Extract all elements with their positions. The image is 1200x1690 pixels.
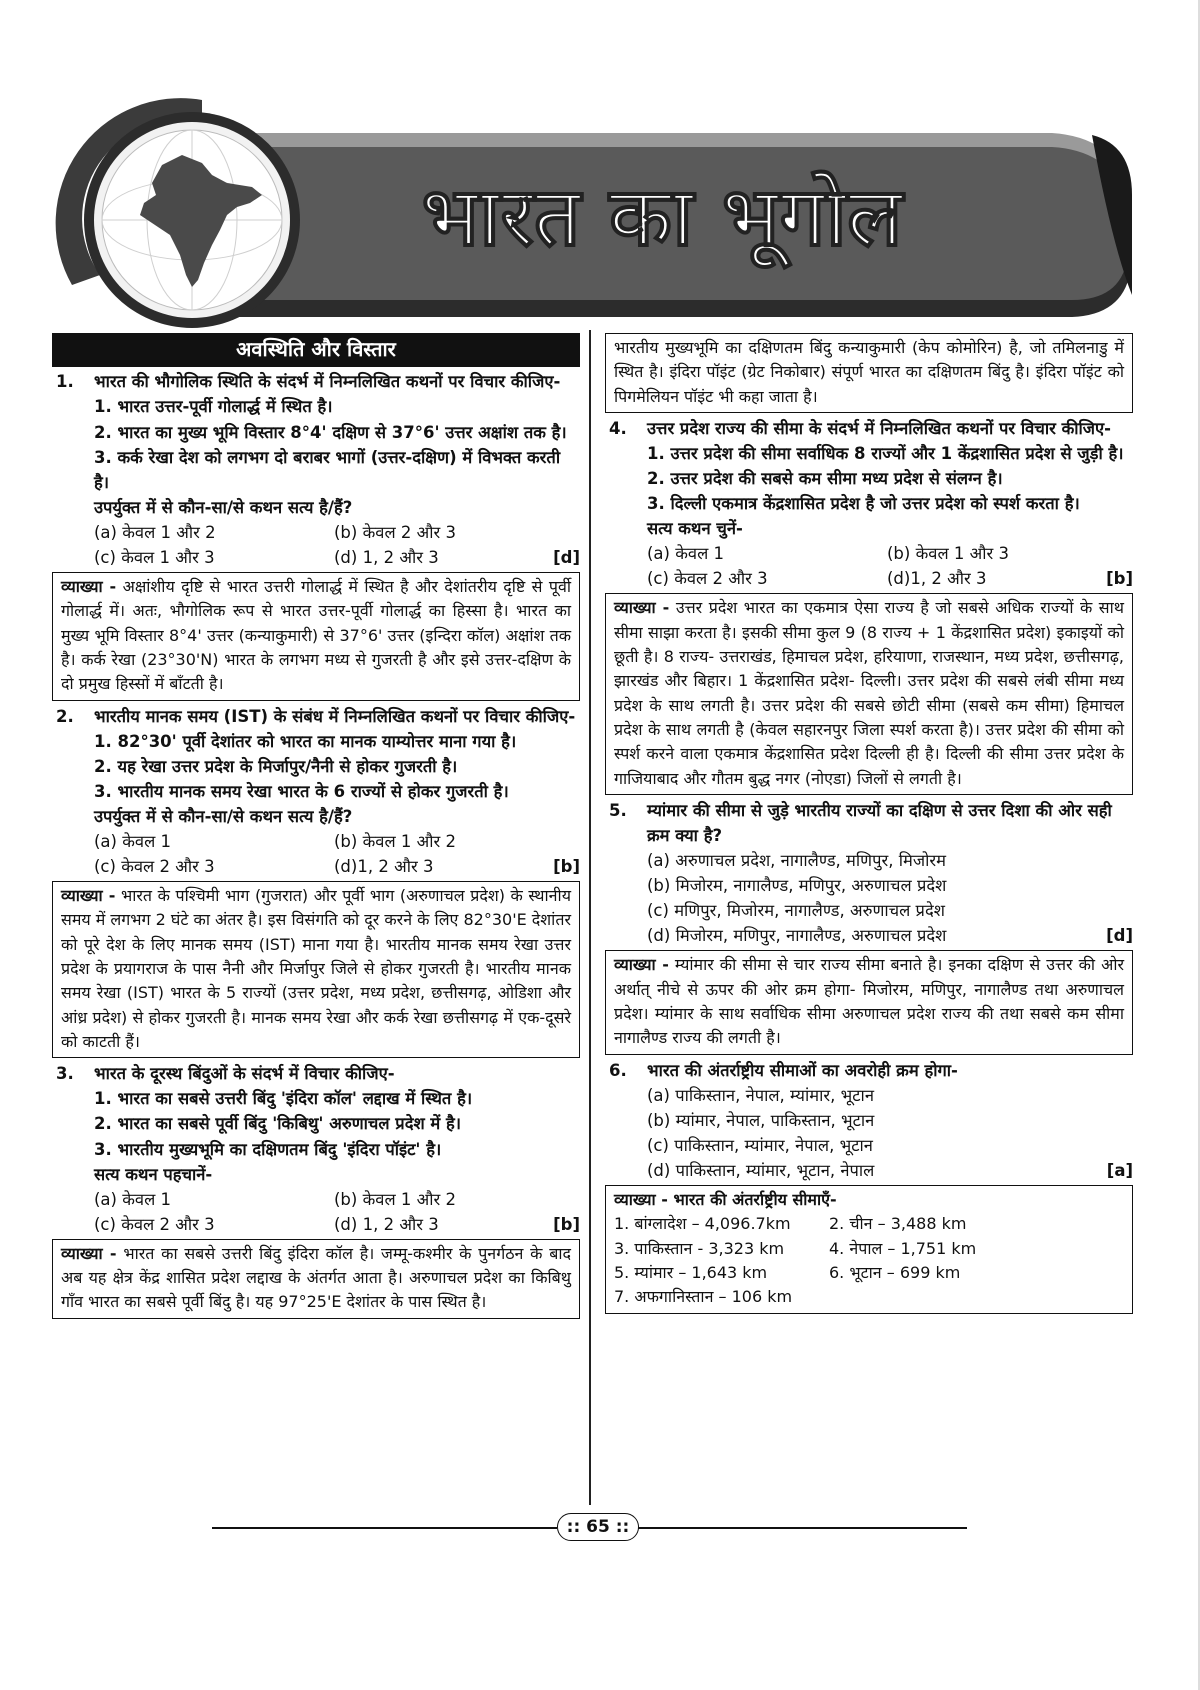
statement-list xyxy=(647,441,1133,516)
statement-list xyxy=(94,394,580,494)
option: (d)1, 2 और 3 xyxy=(887,569,987,589)
chapter-banner xyxy=(52,95,1132,335)
border-item: 1. बांग्लादेश – 4,096.7km xyxy=(614,1214,791,1234)
option: (b) केवल 1 और 2 xyxy=(334,1189,456,1209)
statement: 3. भारतीय मानक समय रेखा भारत के 6 राज्यों से होकर गुजरती है। xyxy=(94,781,509,801)
statement: 2. भारत का मुख्य भूमि विस्तार 8°4' दक्षिण से 37°6' उत्तर अक्षांश तक है। xyxy=(94,422,567,442)
option-grid xyxy=(94,829,580,879)
footer-rule-right xyxy=(637,1527,967,1529)
question-number: 3. xyxy=(56,1064,74,1084)
statement: 1. भारत का सबसे उत्तरी बिंदु 'इंदिरा कॉल' लद्दाख में स्थित है। xyxy=(94,1089,473,1109)
border-item: 7. अफगानिस्तान – 106 km xyxy=(614,1287,793,1307)
option: (c) केवल 2 और 3 xyxy=(647,569,768,589)
statement: 1. उत्तर प्रदेश की सीमा सर्वाधिक 8 राज्यों और 1 केंद्रशासित प्रदेश से जुड़ी है। xyxy=(647,444,1124,464)
right-column xyxy=(605,333,1133,1317)
statement: 3. दिल्ली एकमात्र केंद्रशासित प्रदेश है जो उत्तर प्रदेश को स्पर्श करता है। xyxy=(647,494,1080,514)
statement-list xyxy=(94,1086,580,1161)
statement: 3. भारतीय मुख्यभूमि का दक्षिणतम बिंदु 'इंदिरा पॉइंट' है। xyxy=(94,1139,442,1159)
explanation-box xyxy=(52,881,580,1058)
explanation-label: व्याख्या - xyxy=(61,886,116,906)
page-number: :: 65 :: xyxy=(557,1513,639,1541)
explanation-box xyxy=(52,572,580,701)
statement: 1. 82°30' पूर्वी देशांतर को भारत का मानक याम्योत्तर माना गया है। xyxy=(94,731,517,751)
option: (c) केवल 1 और 3 xyxy=(94,547,215,567)
question-instruction: उपर्युक्त में से कौन-सा/से कथन सत्य है/हैं? xyxy=(94,497,353,517)
option: (b) केवल 2 और 3 xyxy=(334,522,456,542)
border-item: 2. चीन – 3,488 km xyxy=(829,1214,967,1234)
option: (a) केवल 1 xyxy=(94,831,172,851)
statement: 2. उत्तर प्रदेश की सबसे कम सीमा मध्य प्रदेश से संलग्न है। xyxy=(647,469,1003,489)
border-item: 6. भूटान – 699 km xyxy=(829,1263,961,1283)
option: (a) केवल 1 और 2 xyxy=(94,522,216,542)
border-length-list xyxy=(614,1212,1124,1309)
column-divider xyxy=(589,330,591,1505)
section-heading: अवस्थिति और विस्तार xyxy=(52,333,580,367)
question-instruction: उपर्युक्त में से कौन-सा/से कथन सत्य है/हैं? xyxy=(94,806,353,826)
explanation-label: व्याख्या - xyxy=(614,955,669,975)
question-1 xyxy=(52,369,580,570)
question-instruction: सत्य कथन पहचानें- xyxy=(94,1164,213,1184)
explanation-text: भारत के पश्चिमी भाग (गुजरात) और पूर्वी भाग (अरुणाचल प्रदेश) के स्थानीय समय में लगभग 2 घंटे का अंतर है। इस विसंगति को दूर करने के लिए 82°30'E देशांतर को पूरे देश के लिए मानक समय (IST) माना गया है। भारतीय मानक समय रेखा उत्तर प्रदेश के प्रयागराज के पास नैनी और मिर्जापुर जिले से होकर गुजरती है। भारतीय मानक समय रेखा (IST) भारत के 5 राज्यों (उत्तर प्रदेश, मध्य प्रदेश, छत्तीसगढ़, ओडिशा और आंध्र प्रदेश) से होकर गुजरती है। मानक समय रेखा और कर्क रेखा छत्तीसगढ़ में एक-दूसरे को काटती हैं। xyxy=(61,886,571,1051)
answer-key: [b] xyxy=(1106,569,1133,589)
question-4 xyxy=(605,416,1133,592)
answer-key: [b] xyxy=(553,1214,580,1234)
option: (b) केवल 1 और 2 xyxy=(334,831,456,851)
explanation-text: भारतीय मुख्यभूमि का दक्षिणतम बिंदु कन्याकुमारी (केप कोमोरिन) है, जो तमिलनाडु में स्थित है। इंदिरा पॉइंट (ग्रेट निकोबार) संपूर्ण भारत का दक्षिणतम बिंदु है। इंदिरा पॉइंट को पिगमेलियन पॉइंट भी कहा जाता है। xyxy=(614,338,1124,406)
answer-key: [a] xyxy=(1106,1161,1133,1181)
option-row xyxy=(647,923,1133,948)
question-number: 4. xyxy=(609,418,627,438)
question-6 xyxy=(605,1058,1133,1183)
explanation-label: व्याख्या - xyxy=(61,1243,117,1263)
answer-key: [d] xyxy=(1106,926,1133,946)
question-3 xyxy=(52,1061,580,1237)
explanation-text: उत्तर प्रदेश भारत का एकमात्र ऐसा राज्य है जो सबसे अधिक राज्यों के साथ सीमा साझा करता है। इसकी सीमा कुल 9 (8 राज्य + 1 केंद्रशासित प्रदेश) इकाइयों को छूती है। 8 राज्य- उत्तराखंड, हिमाचल प्रदेश, हरियाणा, राजस्थान, मध्य प्रदेश, छत्तीसगढ़, झारखंड और बिहार। 1 केंद्रशासित प्रदेश- दिल्ली। उत्तर प्रदेश की सबसे लंबी सीमा मध्य प्रदेश के साथ लगती है। उत्तर प्रदेश की सबसे छोटी सीमा (सबसे कम सीमा) हिमाचल प्रदेश के साथ लगती है (केवल सहारनपुर जिला स्पर्श करता है)। उत्तर प्रदेश की सीमा को स्पर्श करने वाला एकमात्र केंद्रशासित प्रदेश दिल्ली ही है। दिल्ली की सीमा उत्तर प्रदेश के गाजियाबाद और गौतम बुद्ध नगर (नोएडा) जिलों से लगती है। xyxy=(614,598,1124,788)
explanation-text: अक्षांशीय दृष्टि से भारत उत्तरी गोलार्द्ध में स्थित है और देशांतरीय दृष्टि से पूर्वी गोलार्द्ध में। अतः, भौगोलिक रूप से भारत उत्तर-पूर्वी गोलार्द्ध का हिस्सा है। भारत का मुख्य भूमि विस्तार 8°4' उत्तर (कन्याकुमारी) से 37°6' उत्तर (इन्दिरा कॉल) अक्षांश तक है। कर्क रेखा (23°30'N) भारत के लगभग मध्य से गुजरती है और इसे उत्तर-दक्षिण के दो प्रमुख हिस्सों में बाँटती है। xyxy=(61,577,571,694)
explanation-label: व्याख्या - भारत की अंतर्राष्ट्रीय सीमाएँ- xyxy=(614,1190,837,1210)
explanation-box-continued xyxy=(605,333,1133,413)
left-column xyxy=(52,333,580,1322)
option-grid xyxy=(94,1187,580,1237)
border-item: 4. नेपाल – 1,751 km xyxy=(829,1238,977,1258)
option: (d) 1, 2 और 3 xyxy=(334,547,439,567)
option: (d) मिजोरम, मणिपुर, नागालैण्ड, अरुणाचल प्रदेश xyxy=(647,926,947,946)
option: (a) पाकिस्तान, नेपाल, म्यांमार, भूटान xyxy=(647,1085,874,1105)
option: (a) अरुणाचल प्रदेश, नागालैण्ड, मणिपुर, मिजोरम xyxy=(647,851,946,871)
option: (c) पाकिस्तान, म्यांमार, नेपाल, भूटान xyxy=(647,1135,873,1155)
question-text: भारतीय मानक समय (IST) के संबंध में निम्नलिखित कथनों पर विचार कीजिए- xyxy=(94,706,576,726)
statement: 3. कर्क रेखा देश को लगभग दो बराबर भागों (उत्तर-दक्षिण) में विभक्त करती है। xyxy=(94,447,561,492)
explanation-box xyxy=(605,950,1133,1054)
explanation-label: व्याख्या - xyxy=(61,577,117,597)
question-text: भारत की अंतर्राष्ट्रीय सीमाओं का अवरोही क्रम होगा- xyxy=(647,1060,958,1080)
question-5 xyxy=(605,798,1133,948)
option: (b) म्यांमार, नेपाल, पाकिस्तान, भूटान xyxy=(647,1110,875,1130)
statement: 1. भारत उत्तर-पूर्वी गोलार्द्ध में स्थित है। xyxy=(94,397,333,417)
option-grid xyxy=(647,541,1133,591)
option: (c) केवल 2 और 3 xyxy=(94,857,215,877)
question-number: 5. xyxy=(609,800,627,820)
question-2 xyxy=(52,704,580,880)
question-number: 2. xyxy=(56,706,74,726)
border-item: 3. पाकिस्तान - 3,323 km xyxy=(614,1238,785,1258)
answer-key: [b] xyxy=(553,857,580,877)
explanation-box xyxy=(605,1185,1133,1314)
option: (d)1, 2 और 3 xyxy=(334,857,434,877)
option: (b) केवल 1 और 3 xyxy=(887,544,1009,564)
statement: 2. यह रेखा उत्तर प्रदेश के मिर्जापुर/नैनी से होकर गुजरती है। xyxy=(94,756,458,776)
footer-rule-left xyxy=(212,1527,557,1529)
explanation-text: भारत का सबसे उत्तरी बिंदु इंदिरा कॉल है। जम्मू-कश्मीर के पुनर्गठन के बाद अब यह क्षेत्र केंद्र शासित प्रदेश लद्दाख के अंतर्गत आता है। अरुणाचल प्रदेश का किबिथु गाँव भारत का सबसे पूर्वी बिंदु है। यह 97°25'E देशांतर के पास स्थित है। xyxy=(61,1243,571,1312)
option: (c) केवल 2 और 3 xyxy=(94,1214,215,1234)
option: (d) पाकिस्तान, म्यांमार, भूटान, नेपाल xyxy=(647,1161,875,1181)
question-text: भारत की भौगोलिक स्थिति के संदर्भ में निम्नलिखित कथनों पर विचार कीजिए- xyxy=(94,372,561,392)
option-grid xyxy=(94,520,580,570)
option: (c) मणिपुर, मिजोरम, नागालैण्ड, अरुणाचल प्रदेश xyxy=(647,901,945,921)
statement: 2. भारत का सबसे पूर्वी बिंदु 'किबिथु' अरुणाचल प्रदेश में है। xyxy=(94,1114,462,1134)
option: (a) केवल 1 xyxy=(647,544,725,564)
option: (b) मिजोरम, नागालैण्ड, मणिपुर, अरुणाचल प्रदेश xyxy=(647,876,947,896)
answer-key: [d] xyxy=(553,547,580,567)
question-text: म्यांमार की सीमा से जुड़े भारतीय राज्यों का दक्षिण से उत्तर दिशा की ओर सही क्रम क्या है? xyxy=(647,800,1112,846)
question-text: भारत के दूरस्थ बिंदुओं के संदर्भ में विचार कीजिए- xyxy=(94,1064,395,1084)
question-number: 6. xyxy=(609,1060,627,1080)
question-instruction: सत्य कथन चुनें- xyxy=(647,519,743,539)
chapter-title: भारत का भूगोल xyxy=(421,170,903,265)
option-row xyxy=(647,1158,1133,1183)
explanation-label: व्याख्या - xyxy=(614,598,670,618)
border-item: 5. म्यांमार – 1,643 km xyxy=(614,1263,768,1283)
question-text: उत्तर प्रदेश राज्य की सीमा के संदर्भ में निम्नलिखित कथनों पर विचार कीजिए- xyxy=(647,418,1112,438)
option: (a) केवल 1 xyxy=(94,1189,172,1209)
question-number: 1. xyxy=(56,372,74,392)
explanation-box xyxy=(605,593,1133,795)
option: (d) 1, 2 और 3 xyxy=(334,1214,439,1234)
explanation-text: म्यांमार की सीमा से चार राज्य सीमा बनाते है। इनका दक्षिण से उत्तर की ओर अर्थात् नीचे से ऊपर की ओर क्रम होगा- मिजोरम, मणिपुर, नागालैण्ड तथा अरुणाचल प्रदेश। म्यांमार के साथ सर्वाधिक सीमा अरुणाचल प्रदेश राज्य की तथा सबसे कम सीमा नागालैण्ड राज्य की लगती है। xyxy=(614,955,1124,1048)
explanation-box xyxy=(52,1239,580,1319)
statement-list xyxy=(94,729,580,804)
